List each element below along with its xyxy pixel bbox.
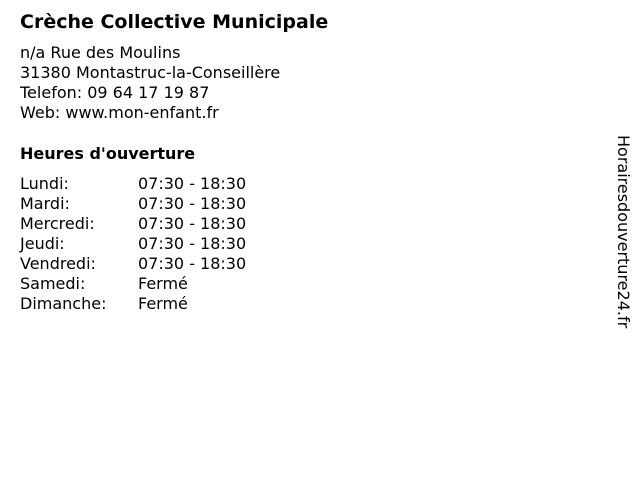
day-label: Lundi:: [20, 174, 69, 193]
brand-site-name: Horairesdouverture24.fr: [614, 135, 633, 329]
time-value: 07:30 - 18:30: [138, 214, 247, 233]
phone-number: Telefon: 09 64 17 19 87: [20, 83, 210, 102]
day-label: Dimanche:: [20, 294, 107, 313]
day-label: Vendredi:: [20, 254, 96, 273]
day-label: Samedi:: [20, 274, 86, 293]
brand-watermark: [610, 135, 636, 345]
street-address: n/a Rue des Moulins: [20, 43, 181, 62]
time-value: 07:30 - 18:30: [138, 254, 247, 273]
time-value: 07:30 - 18:30: [138, 194, 247, 213]
opening-hours-heading: Heures d'ouverture: [20, 144, 196, 163]
day-label: Mardi:: [20, 194, 70, 213]
day-label: Mercredi:: [20, 214, 95, 233]
time-value: Fermé: [138, 294, 188, 313]
time-value: 07:30 - 18:30: [138, 234, 247, 253]
business-contact: [20, 43, 280, 123]
website: Web: www.mon-enfant.fr: [20, 103, 219, 122]
business-name: Crèche Collective Municipale: [20, 11, 329, 33]
city-address: 31380 Montastruc-la-Conseillère: [20, 63, 281, 82]
time-value: 07:30 - 18:30: [138, 174, 247, 193]
day-label: Jeudi:: [20, 234, 65, 253]
time-value: Fermé: [138, 274, 188, 293]
